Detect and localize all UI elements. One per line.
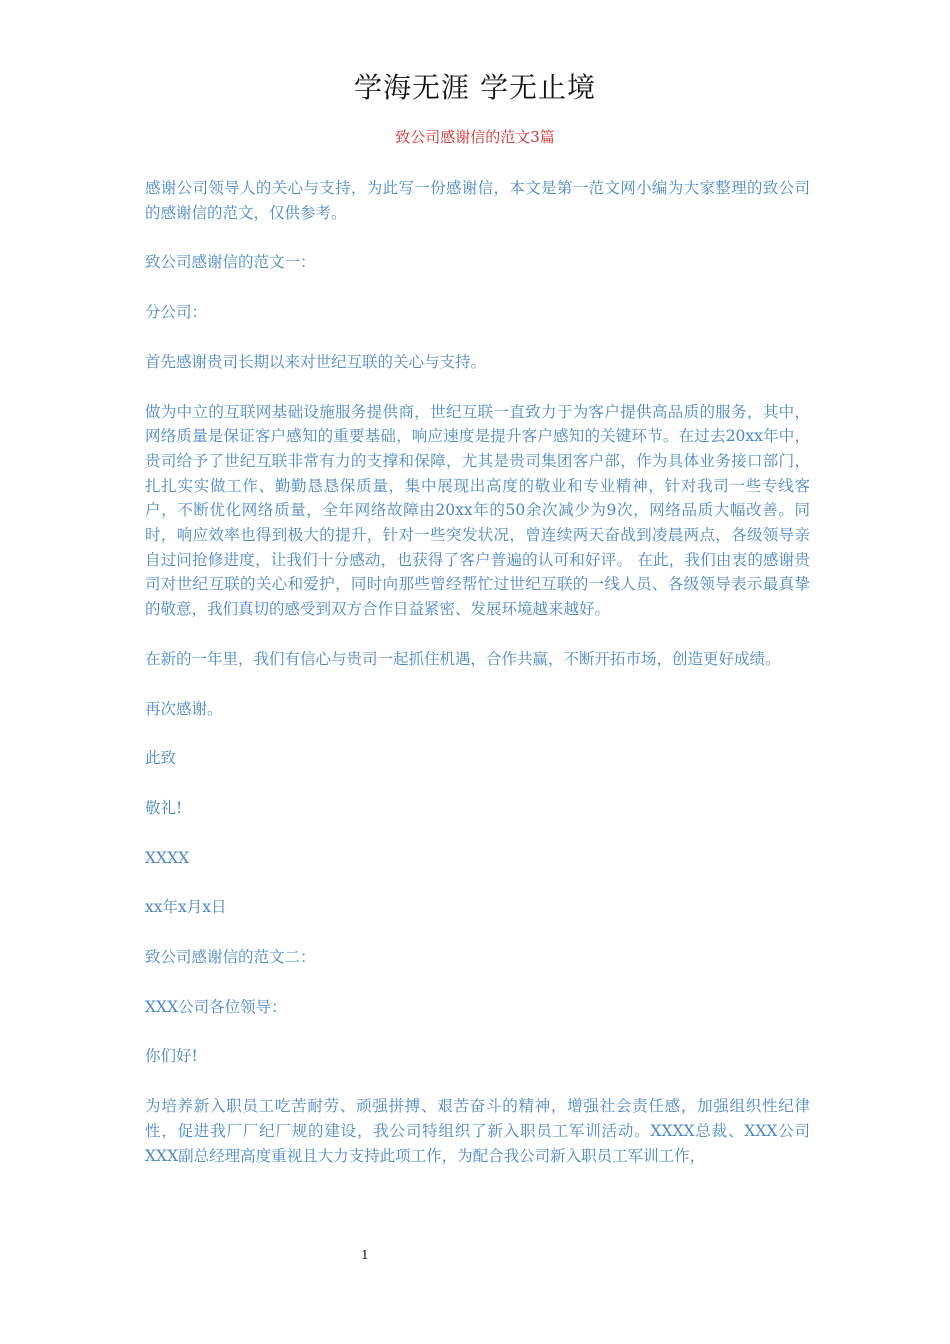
paragraph: 为培养新入职员工吃苦耐劳、顽强拼搏、艰苦奋斗的精神，增强社会责任感，加强组织性纪律性，促进我厂厂纪厂规的建设，我公司特组织了新入职员工军训活动。XXXX总裁、XXX公司XXX副总经理高度重视且大力支持此项工作，为配合我公司新入职员工军训工作， — [145, 1097, 810, 1165]
greeting: 你们好! — [145, 1047, 198, 1066]
signature: XXXX — [145, 848, 190, 867]
section-heading-one: 致公司感谢信的范文一： — [145, 253, 316, 272]
paragraph: 首先感谢贵司长期以来对世纪互联的关心与支持。 — [145, 352, 487, 371]
document-body — [145, 176, 810, 1193]
date: xx年x月x日 — [145, 898, 227, 917]
closing: 此致 — [145, 749, 177, 768]
page-number: 1 — [361, 1248, 369, 1262]
closing: 敬礼! — [145, 798, 183, 817]
paragraph: 做为中立的互联网基础设施服务提供商，世纪互联一直致力于为客户提供高品质的服务，其中，网络质量是保证客户感知的重要基础，响应速度是提升客户感知的关键环节。在过去20xx年中，贵司给予了世纪互联非常有力的支撑和保障，尤其是贵司集团客户部，作为具体业务接口部门，扎扎实实做工作、勤勤恳恳保质量，集中展现出高度的敬业和专业精神，针对我司一些专线客户，不断优化网络质量，全年网络故障由20xx年的50余次减少为9次，网络品质大幅改善。同时，响应效率也得到极大的提升，针对一些突发状况，曾连续两天奋战到凌晨两点，各级领导亲自过问抢修进度，让我们十分感动，也获得了客户普遍的认可和好评。 在此，我们由衷的感谢贵司对世纪互联的关心和爱护，同时向那些曾经帮忙过世纪互联的一线人员、各级领导表示最真挚的敬意，我们真切的感受到双方合作日益紧密、发展环境越来越好。 — [145, 402, 810, 619]
salutation: XXX公司各位领导： — [145, 997, 287, 1016]
paragraph: 在新的一年里，我们有信心与贵司一起抓住机遇，合作共赢，不断开拓市场，创造更好成绩。 — [145, 649, 781, 668]
document-title: 致公司感谢信的范文3篇 — [395, 128, 555, 146]
salutation: 分公司： — [145, 303, 208, 322]
section-heading-two: 致公司感谢信的范文二： — [145, 948, 316, 967]
page-header-title: 学海无涯 学无止境 — [354, 71, 596, 104]
paragraph: 再次感谢。 — [145, 699, 223, 718]
paragraph-intro: 感谢公司领导人的关心与支持，为此写一份感谢信，本文是第一范文网小编为大家整理的致公司的感谢信的范文，仅供参考。 — [145, 179, 810, 222]
